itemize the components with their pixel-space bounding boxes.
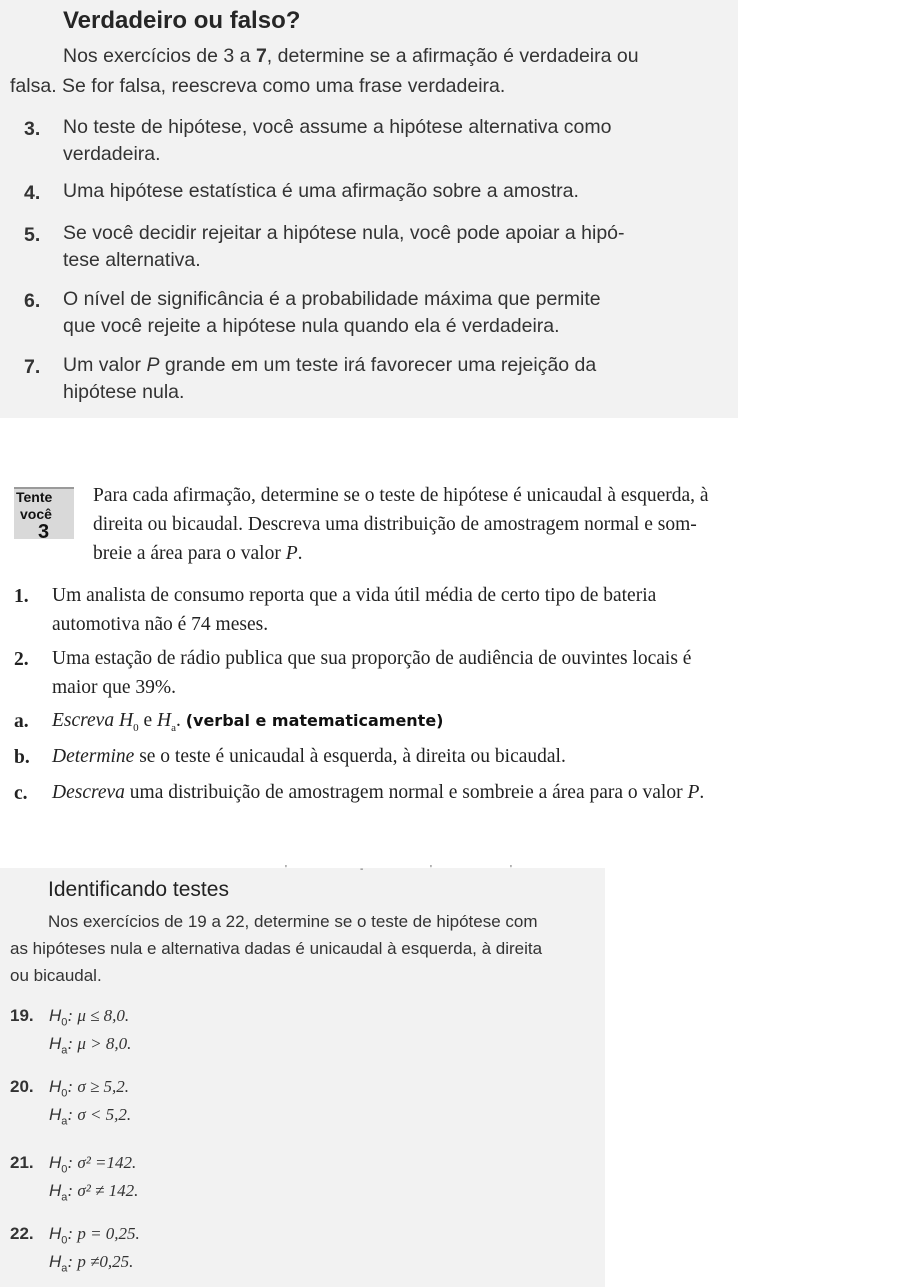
item-number: 4. (24, 182, 41, 204)
item-text: que você rejeite a hipótese nula quando ela é verdadeira. (63, 315, 560, 337)
decorative-mark: ' (285, 864, 287, 875)
badge-label: você (20, 506, 52, 522)
item-text: Se você decidir rejeitar a hipótese nula, você pode apoiar a hipó- (63, 222, 625, 244)
alternative-hypothesis: $H_a$: σ < 5,2. (49, 1105, 132, 1128)
item-number: 6. (24, 290, 41, 312)
null-hypothesis: $H_0$: p = 0,25. (49, 1224, 140, 1247)
try-it-badge (14, 487, 74, 543)
identify-tests-section (0, 864, 605, 1287)
intro-line: ou bicaudal. (10, 966, 102, 985)
verbal-note: (verbal e matematicamente) (185, 711, 444, 730)
item-text: Descreva uma distribuição de amostragem normal e sombreie a área para o valor P. (52, 782, 705, 803)
item-text: verdadeira. (63, 143, 161, 165)
true-false-section (0, 0, 738, 418)
item-number: 3. (24, 118, 41, 140)
null-hypothesis: $H_0$: σ² =142. (49, 1153, 137, 1176)
decorative-mark: ' (430, 864, 432, 875)
alternative-hypothesis: $H_a$: μ > 8,0. (49, 1034, 132, 1057)
intro-line-1: Nos exercícios de 3 a 7, determine se a afirmação é verdadeira ou (63, 45, 639, 67)
item-text: Uma hipótese estatística é uma afirmação sobre a amostra. (63, 180, 579, 202)
item-text: No teste de hipótese, você assume a hipótese alternativa como (63, 116, 612, 138)
section-title: Verdadeiro ou falso? (63, 7, 301, 34)
intro-line: Nos exercícios de 19 a 22, determine se o teste de hipótese com (48, 912, 538, 931)
item-text: maior que 39%. (52, 677, 177, 698)
intro-line: Para cada afirmação, determine se o teste de hipótese é unicaudal à esquerda, à (93, 485, 709, 506)
intro-line: breie a área para o valor P. (93, 543, 303, 564)
null-hypothesis: $H_0$: σ ≥ 5,2. (49, 1077, 130, 1100)
item-number: 7. (24, 356, 41, 378)
section-title: Identificando testes (48, 878, 229, 901)
item-number: 20. (10, 1077, 34, 1096)
null-hypothesis: $H_0$: μ ≤ 8,0. (49, 1006, 130, 1029)
item-number: 22. (10, 1224, 34, 1243)
decorative-mark: ' (510, 864, 512, 875)
item-text: Um valor P grande em um teste irá favorecer uma rejeição da (63, 354, 597, 376)
item-number: 21. (10, 1153, 34, 1172)
item-text: Determine se o teste é unicaudal à esquerda, à direita ou bicaudal. (52, 746, 566, 767)
try-it-section (0, 465, 907, 825)
intro-line: direita ou bicaudal. Descreva uma distribuição de amostragem normal e som- (93, 514, 697, 535)
item-number: 19. (10, 1006, 34, 1025)
badge-number: 3 (38, 521, 50, 543)
decorative-mark: - (360, 864, 364, 875)
item-number: 5. (24, 224, 41, 246)
item-text: automotiva não é 74 meses. (52, 614, 269, 635)
item-text: Um analista de consumo reporta que a vida útil média de certo tipo de bateria (52, 585, 657, 606)
item-text: Uma estação de rádio publica que sua proporção de audiência de ouvintes locais é (52, 648, 692, 669)
item-text: Escreva $H_0$ e $H_a$. (verbal e matematicamente) (52, 710, 444, 734)
alternative-hypothesis: $H_a$: p ≠0,25. (49, 1252, 134, 1275)
item-number: 1. (14, 586, 29, 607)
item-letter: a. (14, 711, 29, 732)
item-text: tese alternativa. (63, 249, 201, 271)
intro-line-2: falsa. Se for falsa, reescreva como uma frase verdadeira. (10, 75, 506, 97)
intro-line: as hipóteses nula e alternativa dadas é unicaudal à esquerda, à direita (10, 939, 543, 958)
alternative-hypothesis: $H_a$: σ² ≠ 142. (49, 1181, 139, 1204)
badge-label: Tente (16, 489, 53, 505)
item-text: hipótese nula. (63, 381, 185, 403)
item-number: 2. (14, 649, 29, 670)
item-letter: b. (14, 747, 30, 768)
item-letter: c. (14, 783, 28, 804)
item-text: O nível de significância é a probabilidade máxima que permite (63, 288, 601, 310)
